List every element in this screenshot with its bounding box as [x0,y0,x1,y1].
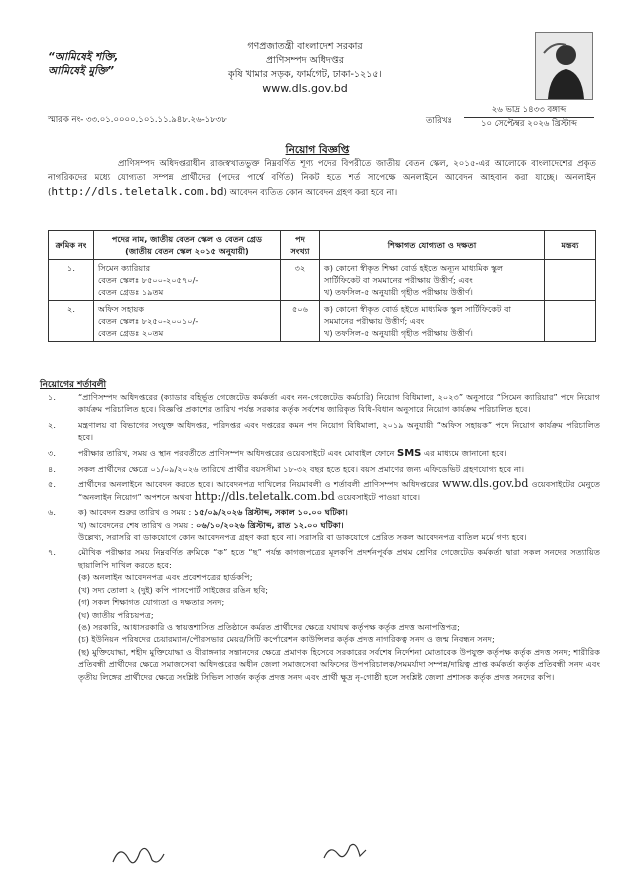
cell-qualification [320,301,545,342]
cell-serial: ১. [49,260,94,301]
portrait-image [535,32,593,100]
cell-serial: ২. [49,301,94,342]
application-end [78,519,600,531]
address: কৃষি খামার সড়ক, ফার্মগেট, ঢাকা-১২১৫। [228,69,382,80]
pay-scale: বেতন স্কেলঃ ৮৫০০-২০৫৭০/- [98,275,199,285]
intro-text-1: প্রাণিসম্পদ অধিদপ্তরাধীন রাজস্বখাতভুক্ত নিম্নবর্ণিত শূণ্য পদের বিপরীতে জাতীয় বেতন স্কেল, ২০১৫-এর আলোকে বাংলাদেশের প্রকৃত নাগরিকদের মধ্যে যোগ্যতা সম্পন্ন প্রার্থীদের (পদের পার্শ্বে বর্ণিত) নিকট হতে শর্ত সাপেক্ষে অনলাইনে আবেদন আহবান করা যাচ্ছে। অনলাইন ( [48,159,596,198]
term-text: সকল প্রার্থীদের ক্ষেত্রে ০১/০৯/২০২৬ তারিখে প্রার্থীর বয়সসীমা ১৮-৩২ বছর হতে হবে। বয়স প্রমাণের জন্য এফিডেভিট গ্রহণযোগ্য হবে না। [78,464,525,475]
document-item: (চ) ইউনিয়ন পরিষদের চেয়ারম্যান/পৌরসভার মেয়র/সিটি কর্পোরেশন কাউন্সিলর কর্তৃক প্রদত্ত নাগরিকত্ব সনদ ও জন্ম নিবন্ধন সনদ; [78,634,495,645]
qualification-a: ক) কোনো স্বীকৃত শিক্ষা বোর্ড হইতে অন্যূন মাধ্যমিক স্কুল সার্টিফিকেট বা সমমানের পরীক্ষায় উত্তীর্ণ; এবং [324,263,504,285]
memo-number: স্মারক নং- ৩৩.০১.০০০০.১০১.১১.৯৪৮.২৬-১৮৩৮ [48,115,227,125]
qualification-b: খ) তফসিল-৫ অনুযায়ী গৃহীত পরীক্ষায় উত্তীর্ণ। [324,328,473,338]
term-number: ৪. [48,464,56,475]
document-item: (খ) সদ্য তোলা ২ (দুই) কপি পাসপোর্ট সাইজের রঙিন ছবি; [78,584,269,595]
qualification-a: ক) কোনো স্বীকৃত বোর্ড হইতে মাধ্যমিক স্কুল সার্টিফিকেট বা সমমানের পরীক্ষায় উত্তীর্ণ; এবং [324,304,512,326]
term-text [78,546,600,682]
application-start [78,506,600,518]
cell-post [94,301,281,342]
term-item [40,419,600,444]
posts-table [48,230,596,342]
term-number: ৬. [48,507,56,518]
govt-name: গণপ্রজাতন্ত্রী বাংলাদেশ সরকার [247,41,363,52]
table-row [49,260,596,301]
sms-label: SMS [397,447,422,459]
document-item: (ঘ) জাতীয় পরিচয়পত্র; [78,609,154,620]
application-note: উল্লেখ্য, সরাসরি বা ডাকযোগে কোন আবেদনপত্র গ্রহণ করা হবে না। সরাসরি বা ডাকযোগে প্রেরিত সকল আবেদনপত্র বাতিল মর্মে গণ্য হবে। [78,532,527,543]
term-text-part: ওয়েবসাইটে পাওয়া যাবে। [334,491,421,502]
term-text: মন্ত্রণালয় বা বিভাগের সংযুক্ত অধিদপ্তর, পরিদপ্তর এবং দপ্তরের কমন পদ নিয়োগ বিধিমালা, ২০১৯ অনুযায়ী “অফিস সহায়ক” পদে নিয়োগ কার্যক্রম পরিচালিত হবে। [78,419,600,443]
term-item [40,391,600,416]
cell-count: ৩২ [281,260,320,301]
teletalk-link[interactable]: http://dls.teletalk.com.bd [194,489,335,503]
term-text-part: ওয়েবসাইটের মেনুতে “অনলাইন নিয়োগ” অপশনে অথবা [78,479,600,502]
motto [48,50,118,78]
pay-grade: বেতন গ্রেডঃ ২০তম [98,328,164,338]
header-qualification: শিক্ষাগত যোগ্যতা ও দক্ষতা [320,231,545,260]
date-label: তারিখঃ [426,116,453,126]
notice-heading: নিয়োগ বিজ্ঞপ্তি [285,144,350,156]
intro-paragraph [48,158,596,201]
pay-scale: বেতন স্কেলঃ ৮২৫০-২০০১০/- [98,316,199,326]
cell-qualification [320,260,545,301]
term-item [40,463,600,475]
cell-count: ৫০৬ [281,301,320,342]
term-text-part: এর মাধ্যমে জানানো হবে। [421,447,507,458]
term-text: “প্রাণিসম্পদ অধিদপ্তরের (ক্যাডার বহির্ভূত গেজেটেড কর্মকর্তা এবং নন-গেজেটেড কর্মচারি) নিয়োগ বিধিমালা, ২০২৩” অনুসারে “সিমেন ক্যারিয়ার” পদে নিয়োগ কার্যক্রম পরিচালিত হবে। বিজ্ঞপ্তি প্রকাশের তারিখ পর্যন্ত সরকার কর্তৃক সর্বশেষ জারিকৃত বিধি-বিধান অনুসারে নিয়োগ কার্যক্রম পরিচালিত হবে। [78,392,600,415]
website-link[interactable]: www.dls.gov.bd [442,477,529,491]
letterhead [180,40,430,96]
start-value: ১৫/০৯/২০২৬ খ্রিস্টাব্দ, সকাল ১০.০০ ঘটিকা। [193,507,348,518]
document-item: (ক) অনলাইন আবেদনপত্র এবং প্রবেশপত্রের হার্ডকপি; [78,572,253,583]
terms-list [40,391,600,686]
signature-mark [108,840,168,870]
header-post: পদের নাম, জাতীয় বেতন স্কেল ও বেতন গ্রেড (জাতীয় বেতন স্কেল ২০১৫ অনুযায়ী) [94,231,281,260]
table-header-row [49,231,596,260]
post-name: অফিস সহায়ক [98,304,145,314]
term-text-part: পরীক্ষার তারিখ, সময় ও স্থান পরবর্তীতে প্রাণিসম্পদ অধিদপ্তরের ওয়েবসাইটে এবং মোবাইল ফোনে [78,447,398,458]
signature-mark [320,838,370,868]
term-number: ৫. [48,479,56,490]
intro-url[interactable]: http://dls.teletalk.com.bd [51,185,224,198]
end-label: খ) আবেদনের শেষ তারিখ ও সময় : [78,519,197,530]
portrait-icon [536,33,592,99]
terms-heading: নিয়োগের শর্তাবলী [40,380,107,390]
date-english: ১০ সেপ্টেম্বর ২০২৬ খ্রিস্টাব্দ [480,119,578,129]
term-item [40,506,600,543]
document-item: (ঙ) সরকারি, আধাসরকারি ও স্বায়ত্তশাসিত প্রতিষ্ঠানে কর্মরত প্রার্থীদের ক্ষেত্রে যথাযথ কর্তৃপক্ষ কর্তৃক প্রদত্ত অনাপত্তিপত্র; [78,621,460,632]
cell-remarks [545,301,596,342]
start-label: ক) আবেদন শুরুর তারিখ ও সময় : [78,507,194,518]
term-number: ২. [48,419,56,430]
term-number: ৭. [48,547,56,558]
cell-post [94,260,281,301]
term-item [40,447,600,460]
motto-line-1: “আমিষেই শক্তি, [48,51,119,63]
end-value: ০৬/১০/২০২৬ খ্রিস্টাব্দ, রাত ১২.০০ ঘটিকা। [196,519,344,530]
header-serial: ক্রমিক নং [49,231,94,260]
pay-grade: বেতন গ্রেডঃ ১৯তম [98,287,164,297]
post-name: সিমেন ক্যারিয়ার [98,263,151,273]
term-item [40,478,600,503]
header-count: পদ সংখ্যা [281,231,320,260]
term-item [40,546,600,682]
table-row [49,301,596,342]
term-text [78,478,600,503]
term-text [78,447,600,460]
date-bangla: ২৬ ভাদ্র ১৪৩৩ বঙ্গাব্দ [464,104,594,118]
documents-intro: মৌখিক পরীক্ষার সময় নিম্নবর্ণিত ক্রমিকে “ক” হতে “ছ” পর্যন্ত কাগজপত্রের মূলকপি প্রদর্শনপূর্বক প্রথম শ্রেণির গেজেটেড কর্মকর্তা দ্বারা সকল সনদের সত্যায়িত ছায়ালিপি দাখিল করতে হবে: [78,547,600,570]
motto-line-2: আমিষেই মুক্তি” [48,65,115,77]
intro-text-2: ) আবেদন ব্যতিত কোন আবেদন গ্রহণ করা হবে না। [223,188,398,198]
term-number: ৩. [48,447,56,458]
cell-remarks [545,260,596,301]
date-block [464,104,594,130]
term-text-part: প্রার্থীদের অনলাইনে আবেদন করতে হবে। আবেদনপত্র দাখিলের নিয়মাবলী ও শর্তাবলী প্রাণিসম্পদ অধিদপ্তরের [78,479,443,490]
header-remarks: মন্তব্য [545,231,596,260]
department-name: প্রাণিসম্পদ অধিদপ্তর [266,55,344,66]
website: www.dls.gov.bd [262,82,348,95]
document-item: (গ) সকল শিক্ষাগত যোগ্যতা ও দক্ষতার সনদ; [78,597,225,608]
document-item: (ছ) মুক্তিযোদ্ধা, শহীদ মুক্তিযোদ্ধা ও বীরাঙ্গনার সন্তানদের ক্ষেত্রে প্রমাণক হিসেবে সরকারের সর্বশেষ নির্দেশনা মোতাবেক উপযুক্ত কর্তৃপক্ষ কর্তৃক প্রদত্ত সনদ; শারীরিক প্রতিবন্ধী প্রার্থীদের ক্ষেত্রে সমাজসেবা অধিদপ্তরের অধীন জেলা সমাজসেবা অফিসের উপপরিচালক/সমমর্যাদা সম্পন্ন/দায়িত্ব প্রাপ্ত কর্মকর্তা কর্তৃক প্রতিবন্ধী সনদ এবং তৃতীয় লিঙ্গের প্রার্থীদের ক্ষেত্রে সংশ্লিষ্ট সিভিল সার্জন কর্তৃক প্রদত্ত সনদ এবং প্রার্থী ক্ষুদ্র নৃ-গোষ্ঠী হলে সংশ্লিষ্ট জেলা প্রশাসক কর্তৃক প্রদত্ত সনদের কপি। [78,646,600,682]
term-number: ১. [48,392,56,402]
qualification-b: খ) তফসিল-৫ অনুযায়ী গৃহীত পরীক্ষায় উত্তীর্ণ। [324,287,473,297]
term-text [78,506,600,543]
